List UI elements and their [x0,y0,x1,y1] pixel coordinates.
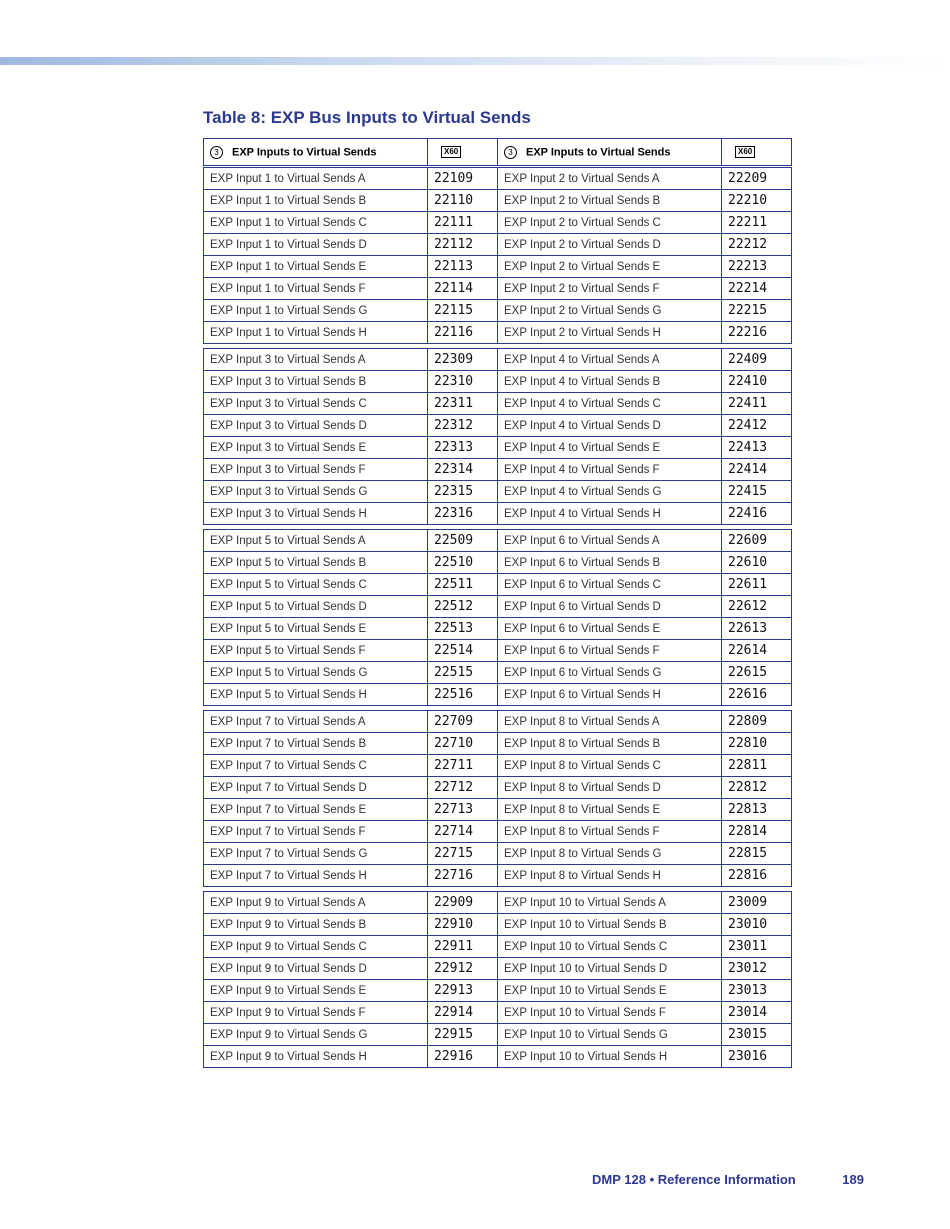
virtual-send-code-cell: 22114 [428,278,498,300]
virtual-send-code-cell: 22715 [428,843,498,865]
virtual-send-code-cell: 22911 [428,936,498,958]
table-row [204,256,792,278]
virtual-send-name-cell: EXP Input 10 to Virtual Sends G [498,1024,722,1046]
table-row [204,733,792,755]
table-row [204,914,792,936]
virtual-send-code-cell: 23015 [722,1024,792,1046]
virtual-send-code-cell: 22111 [428,212,498,234]
virtual-send-code-cell: 23009 [722,892,792,914]
virtual-send-name-cell: EXP Input 9 to Virtual Sends G [204,1024,428,1046]
virtual-send-name-cell: EXP Input 7 to Virtual Sends F [204,821,428,843]
header-right-badge-cell [722,139,792,167]
virtual-send-name-cell: EXP Input 3 to Virtual Sends H [204,503,428,525]
table-row [204,618,792,640]
virtual-send-code-cell: 22909 [428,892,498,914]
virtual-send-code-cell: 22613 [722,618,792,640]
table-row [204,234,792,256]
virtual-send-code-cell: 22412 [722,415,792,437]
virtual-send-name-cell: EXP Input 9 to Virtual Sends E [204,980,428,1002]
virtual-send-name-cell: EXP Input 8 to Virtual Sends B [498,733,722,755]
virtual-send-code-cell: 22812 [722,777,792,799]
table-row [204,481,792,503]
virtual-send-code-cell: 22211 [722,212,792,234]
virtual-send-code-cell: 22113 [428,256,498,278]
virtual-send-name-cell: EXP Input 3 to Virtual Sends C [204,393,428,415]
table-row [204,278,792,300]
virtual-send-name-cell: EXP Input 1 to Virtual Sends C [204,212,428,234]
virtual-send-name-cell: EXP Input 8 to Virtual Sends H [498,865,722,887]
table-row [204,596,792,618]
virtual-send-code-cell: 22215 [722,300,792,322]
virtual-send-code-cell: 22309 [428,349,498,371]
virtual-send-code-cell: 22712 [428,777,498,799]
virtual-send-code-cell: 22510 [428,552,498,574]
table-row [204,1024,792,1046]
virtual-send-name-cell: EXP Input 9 to Virtual Sends F [204,1002,428,1024]
virtual-send-code-cell: 22209 [722,167,792,190]
virtual-send-name-cell: EXP Input 3 to Virtual Sends B [204,371,428,393]
virtual-send-code-cell: 22813 [722,799,792,821]
virtual-send-code-cell: 22810 [722,733,792,755]
virtual-send-code-cell: 22410 [722,371,792,393]
virtual-send-name-cell: EXP Input 5 to Virtual Sends D [204,596,428,618]
table-row [204,530,792,552]
table-row [204,300,792,322]
virtual-send-name-cell: EXP Input 6 to Virtual Sends C [498,574,722,596]
table-row [204,958,792,980]
virtual-send-code-cell: 22110 [428,190,498,212]
virtual-send-name-cell: EXP Input 7 to Virtual Sends H [204,865,428,887]
virtual-send-code-cell: 22916 [428,1046,498,1068]
virtual-send-name-cell: EXP Input 3 to Virtual Sends D [204,415,428,437]
footer-doc-title: DMP 128 • Reference Information [592,1172,796,1187]
virtual-send-code-cell: 23013 [722,980,792,1002]
virtual-send-code-cell: 22116 [428,322,498,344]
virtual-send-name-cell: EXP Input 10 to Virtual Sends H [498,1046,722,1068]
virtual-send-name-cell: EXP Input 9 to Virtual Sends C [204,936,428,958]
virtual-send-name-cell: EXP Input 5 to Virtual Sends A [204,530,428,552]
virtual-send-name-cell: EXP Input 1 to Virtual Sends H [204,322,428,344]
virtual-send-code-cell: 22314 [428,459,498,481]
virtual-send-name-cell: EXP Input 1 to Virtual Sends A [204,167,428,190]
virtual-send-name-cell: EXP Input 8 to Virtual Sends A [498,711,722,733]
virtual-send-code-cell: 22816 [722,865,792,887]
footer-page-number: 189 [842,1172,864,1187]
virtual-send-code-cell: 22216 [722,322,792,344]
virtual-send-name-cell: EXP Input 6 to Virtual Sends G [498,662,722,684]
virtual-send-name-cell: EXP Input 5 to Virtual Sends B [204,552,428,574]
virtual-send-name-cell: EXP Input 9 to Virtual Sends D [204,958,428,980]
virtual-send-code-cell: 22512 [428,596,498,618]
virtual-send-name-cell: EXP Input 1 to Virtual Sends B [204,190,428,212]
virtual-send-name-cell: EXP Input 4 to Virtual Sends D [498,415,722,437]
virtual-send-code-cell: 22213 [722,256,792,278]
virtual-send-code-cell: 22509 [428,530,498,552]
page-footer [592,1172,868,1187]
virtual-send-code-cell: 22811 [722,755,792,777]
virtual-send-name-cell: EXP Input 7 to Virtual Sends A [204,711,428,733]
virtual-send-code-cell: 22809 [722,711,792,733]
virtual-send-name-cell: EXP Input 4 to Virtual Sends E [498,437,722,459]
virtual-send-code-cell: 22915 [428,1024,498,1046]
virtual-send-name-cell: EXP Input 2 to Virtual Sends B [498,190,722,212]
table-row [204,1002,792,1024]
virtual-send-name-cell: EXP Input 5 to Virtual Sends G [204,662,428,684]
virtual-send-name-cell: EXP Input 8 to Virtual Sends C [498,755,722,777]
circled-number-icon: 3 [210,146,223,159]
virtual-send-name-cell: EXP Input 7 to Virtual Sends B [204,733,428,755]
virtual-send-name-cell: EXP Input 4 to Virtual Sends F [498,459,722,481]
virtual-send-name-cell: EXP Input 6 to Virtual Sends F [498,640,722,662]
virtual-send-name-cell: EXP Input 9 to Virtual Sends B [204,914,428,936]
virtual-send-name-cell: EXP Input 3 to Virtual Sends G [204,481,428,503]
virtual-send-code-cell: 22615 [722,662,792,684]
table-row [204,212,792,234]
virtual-send-name-cell: EXP Input 5 to Virtual Sends H [204,684,428,706]
table-row [204,415,792,437]
virtual-send-code-cell: 22814 [722,821,792,843]
virtual-send-code-cell: 23011 [722,936,792,958]
virtual-send-code-cell: 22214 [722,278,792,300]
table-row [204,777,792,799]
virtual-send-name-cell: EXP Input 6 to Virtual Sends H [498,684,722,706]
table-header-row [204,139,792,167]
virtual-send-name-cell: EXP Input 4 to Virtual Sends H [498,503,722,525]
virtual-send-code-cell: 22709 [428,711,498,733]
virtual-send-code-cell: 22913 [428,980,498,1002]
virtual-send-code-cell: 23014 [722,1002,792,1024]
virtual-send-name-cell: EXP Input 2 to Virtual Sends C [498,212,722,234]
virtual-send-code-cell: 22515 [428,662,498,684]
virtual-send-name-cell: EXP Input 7 to Virtual Sends C [204,755,428,777]
virtual-send-name-cell: EXP Input 4 to Virtual Sends C [498,393,722,415]
virtual-send-code-cell: 22611 [722,574,792,596]
table-row [204,574,792,596]
virtual-send-name-cell: EXP Input 2 to Virtual Sends G [498,300,722,322]
virtual-send-name-cell: EXP Input 7 to Virtual Sends E [204,799,428,821]
table-row [204,552,792,574]
virtual-send-code-cell: 22511 [428,574,498,596]
table-row [204,843,792,865]
virtual-send-name-cell: EXP Input 1 to Virtual Sends D [204,234,428,256]
virtual-send-name-cell: EXP Input 7 to Virtual Sends D [204,777,428,799]
table-row [204,662,792,684]
virtual-send-code-cell: 23016 [722,1046,792,1068]
virtual-send-code-cell: 22815 [722,843,792,865]
virtual-send-code-cell: 22914 [428,1002,498,1024]
virtual-send-name-cell: EXP Input 5 to Virtual Sends C [204,574,428,596]
virtual-send-name-cell: EXP Input 1 to Virtual Sends E [204,256,428,278]
virtual-send-code-cell: 22409 [722,349,792,371]
virtual-send-name-cell: EXP Input 10 to Virtual Sends A [498,892,722,914]
virtual-send-code-cell: 22310 [428,371,498,393]
virtual-send-name-cell: EXP Input 9 to Virtual Sends A [204,892,428,914]
virtual-send-code-cell: 22212 [722,234,792,256]
virtual-send-name-cell: EXP Input 6 to Virtual Sends B [498,552,722,574]
table-row [204,936,792,958]
virtual-send-code-cell: 22414 [722,459,792,481]
virtual-send-code-cell: 23012 [722,958,792,980]
table-row [204,503,792,525]
table-row [204,393,792,415]
virtual-send-name-cell: EXP Input 9 to Virtual Sends H [204,1046,428,1068]
virtual-send-code-cell: 22714 [428,821,498,843]
virtual-send-code-cell: 22516 [428,684,498,706]
table-row [204,322,792,344]
virtual-send-name-cell: EXP Input 10 to Virtual Sends F [498,1002,722,1024]
virtual-send-code-cell: 22313 [428,437,498,459]
virtual-send-code-cell: 22316 [428,503,498,525]
virtual-send-name-cell: EXP Input 5 to Virtual Sends E [204,618,428,640]
table-row [204,980,792,1002]
table-row [204,437,792,459]
table-row [204,349,792,371]
header-label: EXP Inputs to Virtual Sends [232,146,377,158]
virtual-send-name-cell: EXP Input 3 to Virtual Sends E [204,437,428,459]
header-label: EXP Inputs to Virtual Sends [526,146,671,158]
table-row [204,640,792,662]
virtual-send-name-cell: EXP Input 4 to Virtual Sends B [498,371,722,393]
table-row [204,684,792,706]
virtual-send-name-cell: EXP Input 2 to Virtual Sends A [498,167,722,190]
virtual-send-name-cell: EXP Input 8 to Virtual Sends E [498,799,722,821]
header-left-label-cell [204,139,428,167]
virtual-send-name-cell: EXP Input 3 to Virtual Sends F [204,459,428,481]
virtual-send-code-cell: 22109 [428,167,498,190]
virtual-send-code-cell: 22616 [722,684,792,706]
virtual-send-code-cell: 22610 [722,552,792,574]
virtual-send-name-cell: EXP Input 6 to Virtual Sends D [498,596,722,618]
virtual-send-name-cell: EXP Input 1 to Virtual Sends F [204,278,428,300]
virtual-send-name-cell: EXP Input 4 to Virtual Sends G [498,481,722,503]
virtual-send-code-cell: 22115 [428,300,498,322]
table-row [204,865,792,887]
virtual-send-code-cell: 22710 [428,733,498,755]
exp-virtual-sends-table [203,138,792,1068]
virtual-send-code-cell: 22716 [428,865,498,887]
virtual-send-name-cell: EXP Input 10 to Virtual Sends C [498,936,722,958]
x60-badge-icon: X60 [735,146,755,158]
circled-number-icon: 3 [504,146,517,159]
virtual-send-code-cell: 22416 [722,503,792,525]
virtual-send-code-cell: 22415 [722,481,792,503]
virtual-send-code-cell: 22413 [722,437,792,459]
virtual-send-name-cell: EXP Input 3 to Virtual Sends A [204,349,428,371]
virtual-send-name-cell: EXP Input 1 to Virtual Sends G [204,300,428,322]
virtual-send-code-cell: 22713 [428,799,498,821]
virtual-send-name-cell: EXP Input 2 to Virtual Sends H [498,322,722,344]
table-row [204,459,792,481]
virtual-send-code-cell: 22311 [428,393,498,415]
virtual-send-code-cell: 23010 [722,914,792,936]
x60-badge-icon: X60 [441,146,461,158]
table-row [204,711,792,733]
table-body [204,167,792,1068]
table-row [204,1046,792,1068]
virtual-send-name-cell: EXP Input 6 to Virtual Sends A [498,530,722,552]
header-gradient-bar [0,57,950,65]
table-title: Table 8: EXP Bus Inputs to Virtual Sends [203,108,531,127]
header-left-badge-cell [428,139,498,167]
virtual-send-name-cell: EXP Input 2 to Virtual Sends F [498,278,722,300]
virtual-send-code-cell: 22513 [428,618,498,640]
virtual-send-code-cell: 22609 [722,530,792,552]
table-row [204,167,792,190]
virtual-send-code-cell: 22411 [722,393,792,415]
virtual-send-code-cell: 22711 [428,755,498,777]
virtual-send-name-cell: EXP Input 2 to Virtual Sends E [498,256,722,278]
table-row [204,371,792,393]
virtual-send-code-cell: 22912 [428,958,498,980]
virtual-send-name-cell: EXP Input 10 to Virtual Sends D [498,958,722,980]
virtual-send-name-cell: EXP Input 6 to Virtual Sends E [498,618,722,640]
virtual-send-name-cell: EXP Input 8 to Virtual Sends G [498,843,722,865]
virtual-send-code-cell: 22315 [428,481,498,503]
header-right-label-cell [498,139,722,167]
table-row [204,799,792,821]
virtual-send-name-cell: EXP Input 10 to Virtual Sends B [498,914,722,936]
virtual-send-name-cell: EXP Input 8 to Virtual Sends D [498,777,722,799]
virtual-send-name-cell: EXP Input 8 to Virtual Sends F [498,821,722,843]
virtual-send-name-cell: EXP Input 10 to Virtual Sends E [498,980,722,1002]
virtual-send-name-cell: EXP Input 2 to Virtual Sends D [498,234,722,256]
virtual-send-code-cell: 22614 [722,640,792,662]
virtual-send-name-cell: EXP Input 5 to Virtual Sends F [204,640,428,662]
virtual-send-code-cell: 22210 [722,190,792,212]
table-row [204,755,792,777]
table-row [204,190,792,212]
table-row [204,892,792,914]
table-row [204,821,792,843]
virtual-send-code-cell: 22514 [428,640,498,662]
virtual-send-name-cell: EXP Input 7 to Virtual Sends G [204,843,428,865]
virtual-send-code-cell: 22910 [428,914,498,936]
virtual-send-name-cell: EXP Input 4 to Virtual Sends A [498,349,722,371]
virtual-send-code-cell: 22112 [428,234,498,256]
virtual-send-code-cell: 22312 [428,415,498,437]
virtual-send-code-cell: 22612 [722,596,792,618]
